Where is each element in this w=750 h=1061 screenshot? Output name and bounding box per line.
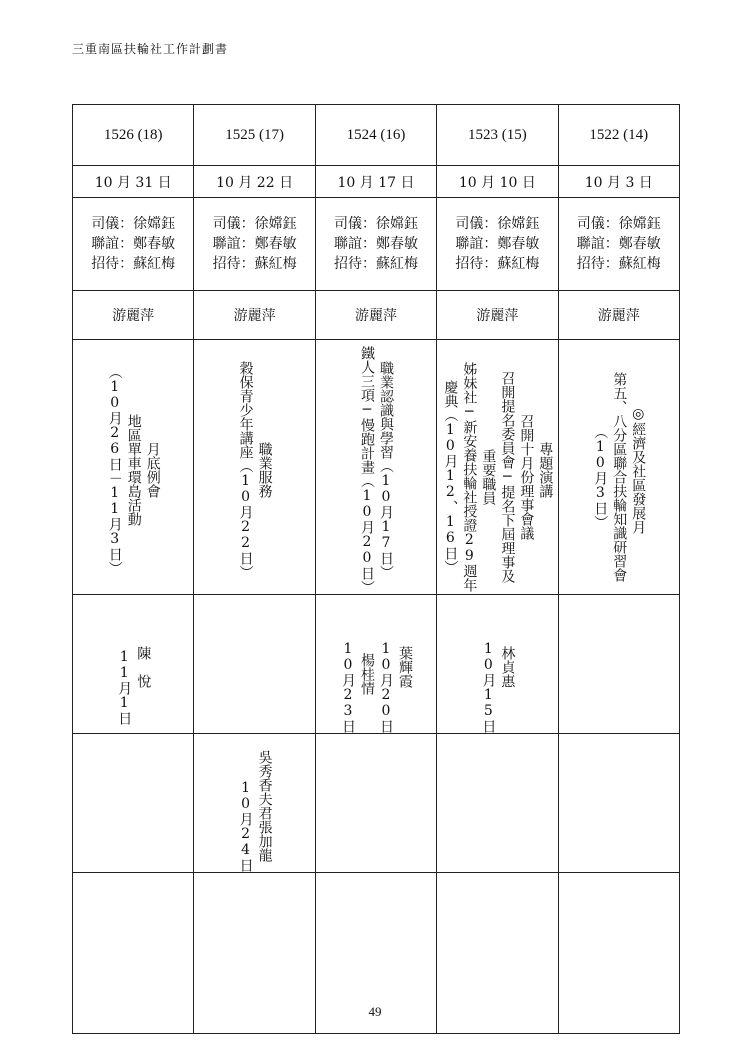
birthday-cell xyxy=(194,595,315,734)
birthday-cell xyxy=(73,595,194,734)
document-header: 三重南區扶輪社工作計劃書 xyxy=(72,42,229,56)
role-emcee: 司儀：徐嫦鈺 xyxy=(333,216,418,232)
program-line: 召開十月份理事會議 xyxy=(518,414,535,540)
anniversary-cell xyxy=(315,734,436,873)
program-line: 職業服務 xyxy=(256,442,273,498)
role-fellowship: 聯誼：鄭春敏 xyxy=(576,236,661,252)
role-reception: 招待：蘇紅梅 xyxy=(576,256,661,272)
anniversary-cell xyxy=(194,734,315,873)
program-cell xyxy=(437,340,558,595)
program-line: 職業認識與學習（10月17日） xyxy=(377,361,394,579)
duty-roles-row xyxy=(73,198,680,291)
speaker-row xyxy=(73,291,680,340)
birthday-name: 楊桂情 xyxy=(358,653,375,695)
birthday-date: 10月23日 xyxy=(339,641,356,733)
program-cell xyxy=(315,340,436,595)
speaker-cell: 游麗萍 xyxy=(73,291,194,340)
duty-roles-cell xyxy=(73,198,194,291)
birthday-name: 陳 悅 xyxy=(135,646,152,688)
weekly-plan-table xyxy=(72,104,680,1034)
speaker-cell: 游麗萍 xyxy=(437,291,558,340)
birthday-row xyxy=(73,595,680,734)
role-emcee: 司儀：徐嫦鈺 xyxy=(212,216,297,232)
role-fellowship: 聯誼：鄭春敏 xyxy=(212,236,297,252)
anniversary-cell xyxy=(558,734,679,873)
program-line: 重要職員 xyxy=(480,449,497,505)
meeting-date-cell: 10 月 10 日 xyxy=(437,166,558,198)
meeting-date-cell: 10 月 31 日 xyxy=(73,166,194,198)
program-line: （10月26日－11月3日） xyxy=(106,365,123,575)
speaker-cell: 游麗萍 xyxy=(315,291,436,340)
program-line: 召開提名委員會─提名下屆理事及 xyxy=(499,371,516,583)
role-reception: 招待：蘇紅梅 xyxy=(91,256,176,272)
birthday-cell xyxy=(437,595,558,734)
duty-roles-cell xyxy=(194,198,315,291)
anniversary-date: 10月24日 xyxy=(237,780,254,872)
program-line: 慶典（10月12、16日） xyxy=(442,380,459,574)
meeting-number-row xyxy=(73,105,680,166)
meeting-date-cell: 10 月 17 日 xyxy=(315,166,436,198)
meeting-number-cell: 1526 (18) xyxy=(73,105,194,166)
speaker-cell: 游麗萍 xyxy=(558,291,679,340)
meeting-number-cell: 1522 (14) xyxy=(558,105,679,166)
anniversary-cell xyxy=(437,734,558,873)
meeting-number-cell: 1525 (17) xyxy=(194,105,315,166)
speaker-cell: 游麗萍 xyxy=(194,291,315,340)
role-fellowship: 聯誼：鄭春敏 xyxy=(455,236,540,252)
meeting-number-cell: 1523 (15) xyxy=(437,105,558,166)
anniversary-cell xyxy=(73,734,194,873)
meeting-date-cell: 10 月 22 日 xyxy=(194,166,315,198)
meeting-date-row xyxy=(73,166,680,198)
program-line: 姊妹社─新安養扶輪社授證29週年 xyxy=(461,362,478,592)
birthday-name: 林貞惠 xyxy=(499,646,516,688)
program-line: 第五、八分區聯合扶輪知識研習會 xyxy=(611,372,628,582)
program-line: ◎經濟及社區發展月 xyxy=(630,406,647,534)
program-line: 地區單車環島活動 xyxy=(125,414,142,526)
anniversary-row xyxy=(73,734,680,873)
duty-roles-cell xyxy=(437,198,558,291)
program-line: 專題演講 xyxy=(537,442,554,498)
role-fellowship: 聯誼：鄭春敏 xyxy=(91,236,176,252)
birthday-name: 葉輝霞 xyxy=(396,646,413,688)
page-number: 49 xyxy=(368,1004,382,1019)
duty-roles-cell xyxy=(315,198,436,291)
program-line: （10月3日） xyxy=(592,425,609,529)
role-fellowship: 聯誼：鄭春敏 xyxy=(333,236,418,252)
role-reception: 招待：蘇紅梅 xyxy=(333,256,418,272)
role-reception: 招待：蘇紅梅 xyxy=(455,256,540,272)
program-line: 月底例會 xyxy=(144,442,161,498)
role-emcee: 司儀：徐嫦鈺 xyxy=(455,216,540,232)
birthday-date: 10月15日 xyxy=(480,641,497,733)
meeting-number-cell: 1524 (16) xyxy=(315,105,436,166)
birthday-cell xyxy=(558,595,679,734)
birthday-date: 10月20日 xyxy=(377,641,394,733)
program-row xyxy=(73,340,680,595)
program-cell xyxy=(194,340,315,595)
birthday-cell xyxy=(315,595,436,734)
role-emcee: 司儀：徐嫦鈺 xyxy=(91,216,176,232)
duty-roles-cell xyxy=(558,198,679,291)
birthday-date: 11月1日 xyxy=(116,649,133,725)
program-cell xyxy=(73,340,194,595)
role-emcee: 司儀：徐嫦鈺 xyxy=(576,216,661,232)
program-line: 穀保青少年講座（10月22日） xyxy=(237,361,254,579)
program-line: 鐵人三項─慢跑計畫（10月20日） xyxy=(358,346,375,594)
program-cell xyxy=(558,340,679,595)
role-reception: 招待：蘇紅梅 xyxy=(212,256,297,272)
anniversary-names: 吳秀香夫君張加龍 xyxy=(256,750,273,862)
meeting-date-cell: 10 月 3 日 xyxy=(558,166,679,198)
